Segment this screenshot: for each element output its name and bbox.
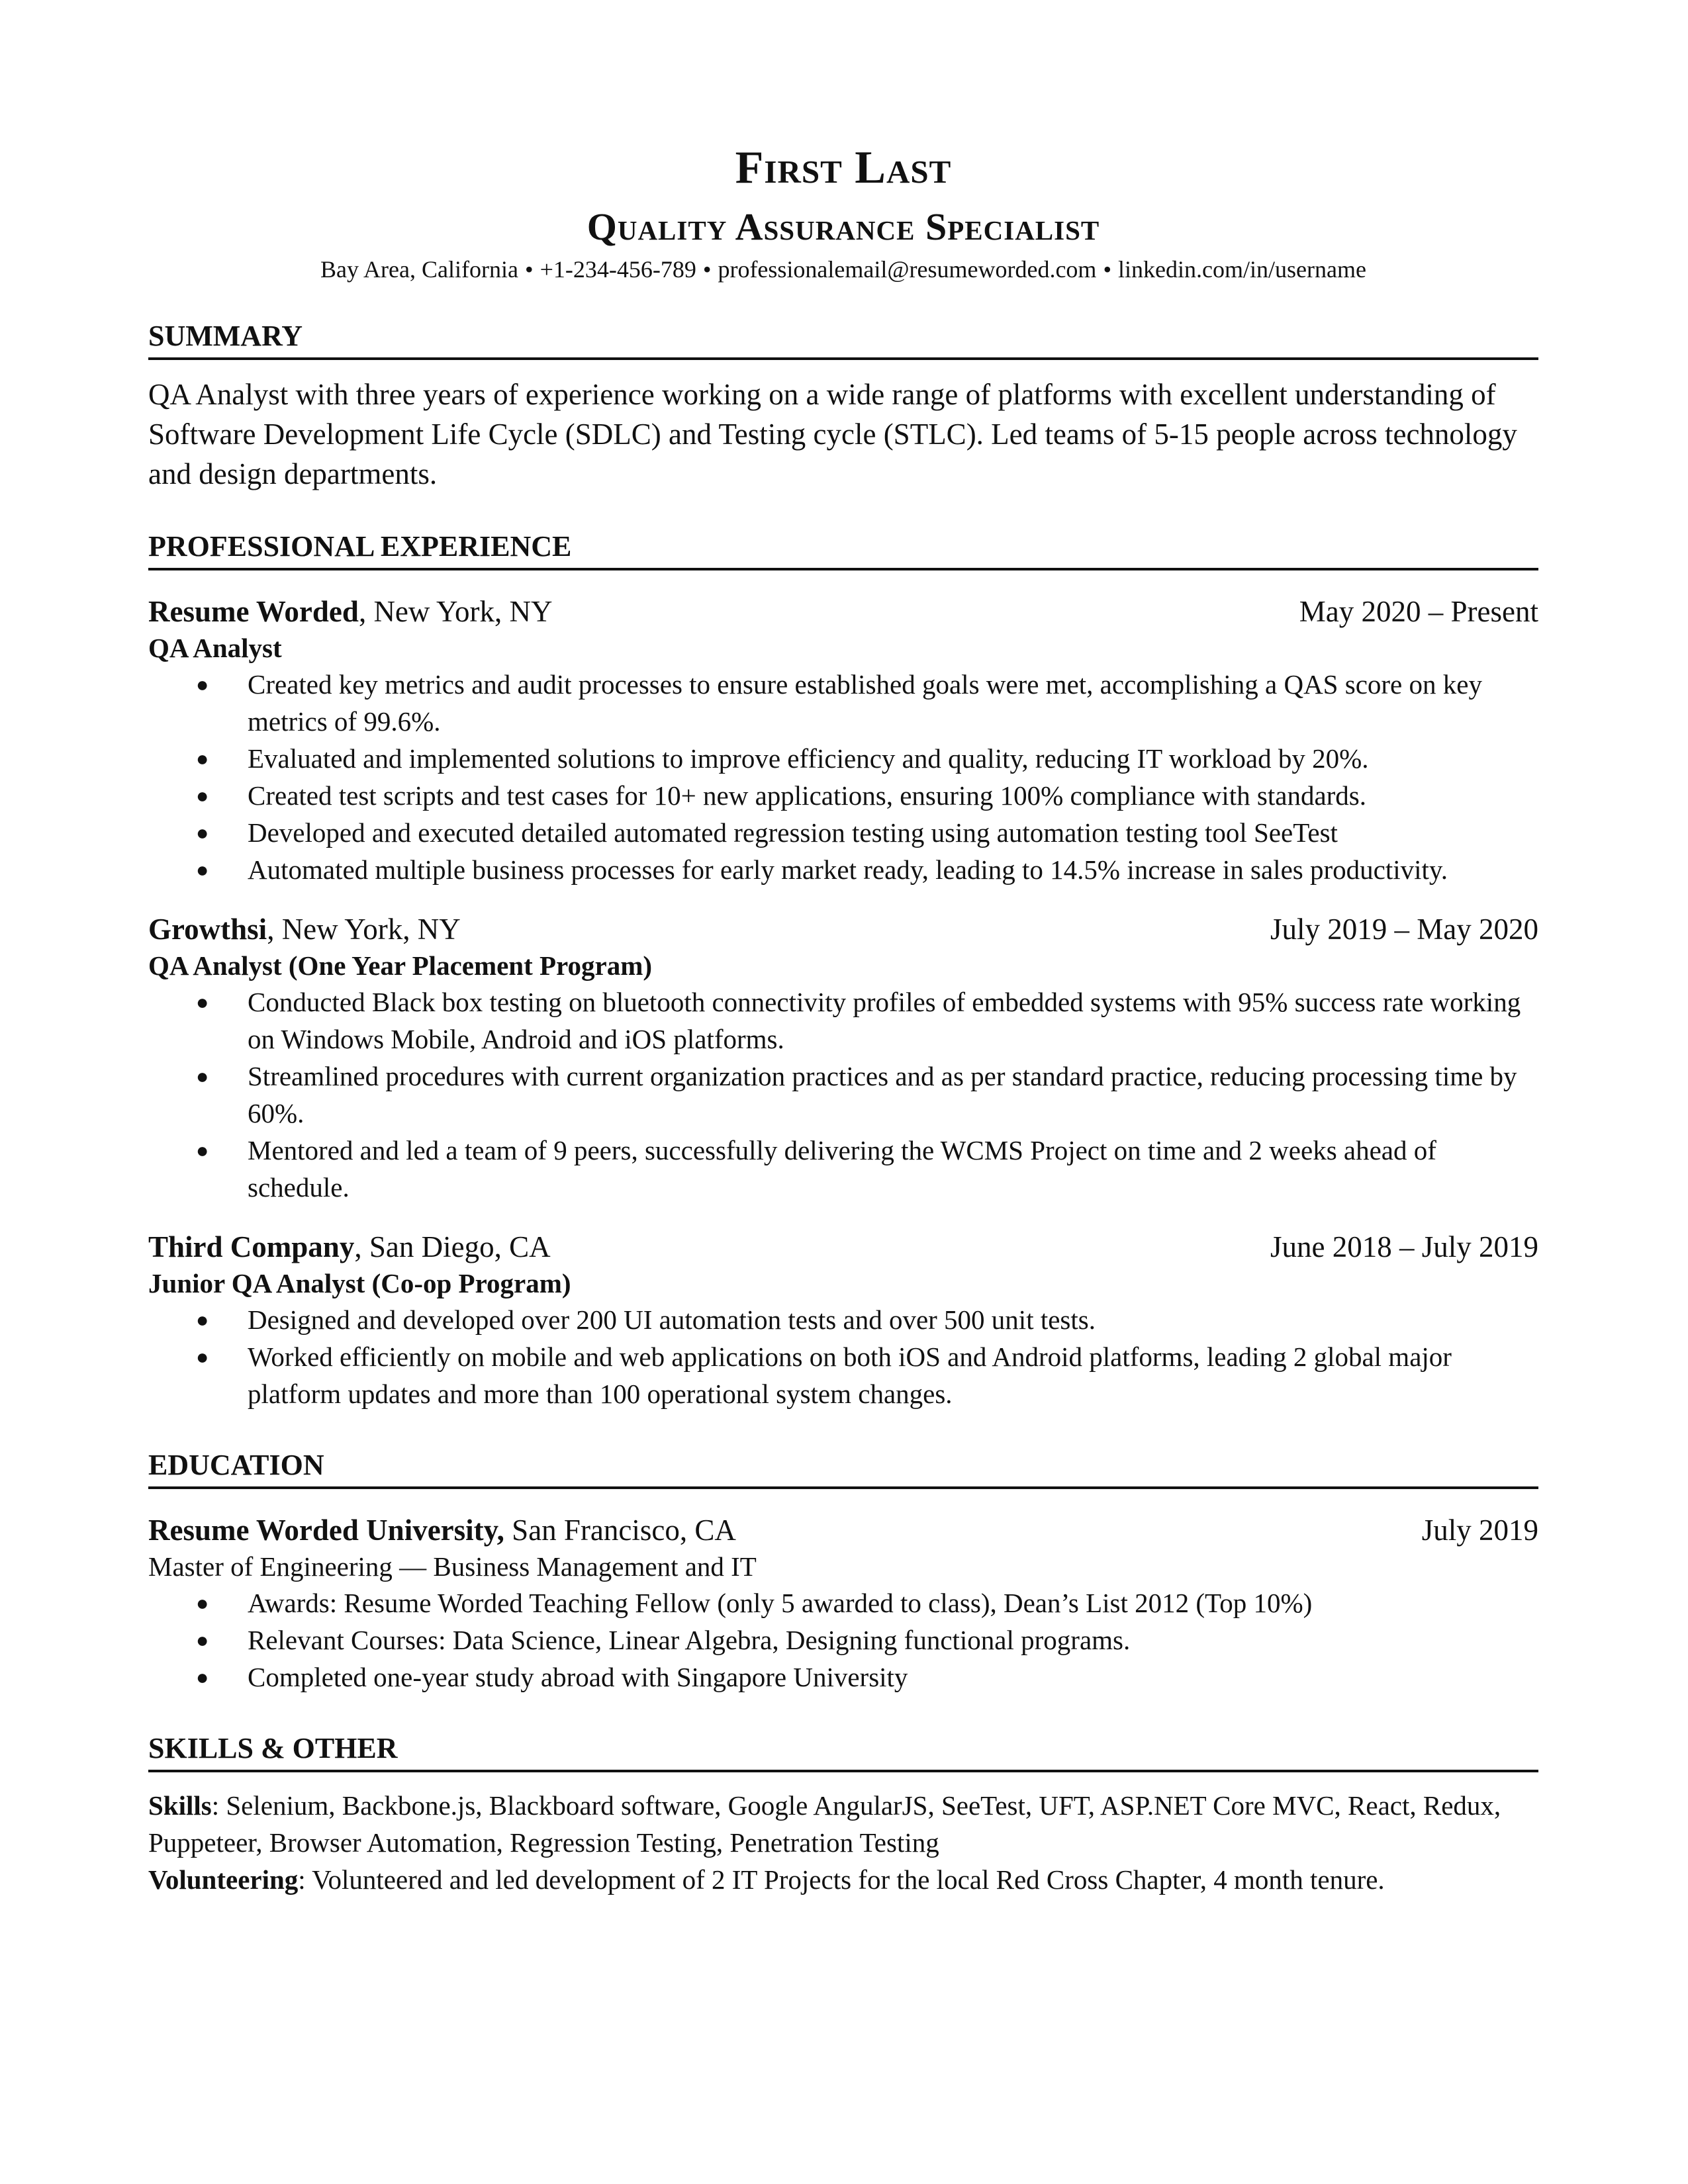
bullet-text: Developed and executed detailed automated regression testing using automation testing tool SeeTest bbox=[248, 817, 1338, 848]
job-header bbox=[148, 911, 1538, 948]
company-name: Resume Worded bbox=[148, 595, 359, 628]
contact-separator: • bbox=[524, 256, 534, 283]
job-title: QA Analyst bbox=[148, 633, 282, 663]
bullet-text: Designed and developed over 200 UI automation tests and over 500 unit tests. bbox=[248, 1304, 1096, 1335]
job-header bbox=[148, 1228, 1538, 1265]
contact-separator: • bbox=[702, 256, 712, 283]
bullet-item bbox=[148, 814, 1538, 851]
experience-section bbox=[148, 529, 1538, 1412]
skills-block bbox=[148, 1787, 1538, 1898]
education-date: July 2019 bbox=[1421, 1514, 1538, 1547]
bullet-text: Created test scripts and test cases for 10+ new applications, ensuring 100% compliance with standards. bbox=[248, 780, 1367, 811]
company-location: , New York, NY bbox=[267, 913, 461, 946]
company-location: , San Diego, CA bbox=[354, 1230, 551, 1263]
section-title-skills: SKILLS & OTHER bbox=[148, 1731, 1538, 1772]
bullet-text: Created key metrics and audit processes to ensure established goals were met, accomplishing a QAS score on key metrics of 99.6%. bbox=[248, 669, 1482, 737]
contact-email[interactable]: professionalemail@resumeworded.com bbox=[718, 256, 1097, 283]
volunteering-text: : Volunteered and led development of 2 IT Projects for the local Red Cross Chapter, 4 month tenure. bbox=[298, 1864, 1385, 1895]
resume-header bbox=[148, 140, 1538, 283]
bullet-item bbox=[148, 740, 1538, 777]
job-bullets bbox=[148, 1301, 1538, 1412]
bullet-text: Mentored and led a team of 9 peers, successfully delivering the WCMS Project on time and 2 weeks ahead of schedule. bbox=[248, 1135, 1436, 1203]
section-title-experience: PROFESSIONAL EXPERIENCE bbox=[148, 529, 1538, 570]
bullet-dot: ● bbox=[196, 1345, 209, 1369]
contact-line bbox=[148, 255, 1538, 283]
bullet-text: Automated multiple business processes for early market ready, leading to 14.5% increase in sales productivity. bbox=[248, 854, 1448, 885]
job-header bbox=[148, 593, 1538, 630]
bullet-item bbox=[148, 983, 1538, 1058]
bullet-text: Streamlined procedures with current organization practices and as per standard practice, reducing processing time by 60%. bbox=[248, 1061, 1517, 1128]
bullet-dot: ● bbox=[196, 1628, 209, 1652]
bullet-item bbox=[148, 1301, 1538, 1338]
bullet-item bbox=[148, 666, 1538, 740]
job-dates: July 2019 – May 2020 bbox=[1270, 913, 1538, 946]
skills-label: Skills bbox=[148, 1790, 212, 1821]
bullet-dot: ● bbox=[196, 990, 209, 1014]
bullet-dot: ● bbox=[196, 1064, 209, 1088]
company-location: , New York, NY bbox=[358, 595, 553, 628]
bullet-item bbox=[148, 1621, 1538, 1659]
education-entry bbox=[148, 1512, 1538, 1696]
bullet-text: Completed one-year study abroad with Singapore University bbox=[248, 1662, 908, 1692]
volunteering-label: Volunteering bbox=[148, 1864, 299, 1895]
bullet-item bbox=[148, 1584, 1538, 1621]
volunteering-line bbox=[148, 1861, 1538, 1898]
bullet-item bbox=[148, 1338, 1538, 1412]
bullet-dot: ● bbox=[196, 784, 209, 807]
contact-linkedin[interactable]: linkedin.com/in/username bbox=[1118, 256, 1366, 283]
education-section bbox=[148, 1448, 1538, 1696]
bullet-item bbox=[148, 851, 1538, 888]
bullet-text: Awards: Resume Worded Teaching Fellow (only 5 awarded to class), Dean’s List 2012 (Top 10%) bbox=[248, 1588, 1313, 1618]
bullet-text: Worked efficiently on mobile and web applications on both iOS and Android platforms, leading 2 global major platform updates and more than 100 operational system changes. bbox=[248, 1342, 1452, 1409]
summary-text: QA Analyst with three years of experience working on a wide range of platforms with excellent understanding of Software Development Life Cycle (SDLC) and Testing cycle (STLC). Led teams of 5-15 people across technology and design departments. bbox=[148, 378, 1517, 490]
resume-page bbox=[148, 132, 1538, 1898]
job-entry bbox=[148, 911, 1538, 1206]
company-name: Third Company bbox=[148, 1230, 355, 1263]
job-entry bbox=[148, 1228, 1538, 1412]
summary-section bbox=[148, 319, 1538, 494]
bullet-dot: ● bbox=[196, 1308, 209, 1332]
contact-location: Bay Area, California bbox=[320, 256, 518, 283]
job-title: QA Analyst (One Year Placement Program) bbox=[148, 950, 653, 981]
job-entry bbox=[148, 593, 1538, 888]
education-header bbox=[148, 1512, 1538, 1549]
job-bullets bbox=[148, 666, 1538, 888]
candidate-name: First Last bbox=[735, 142, 952, 193]
bullet-item bbox=[148, 1659, 1538, 1696]
bullet-dot: ● bbox=[196, 1138, 209, 1162]
bullet-dot: ● bbox=[196, 672, 209, 696]
job-dates: June 2018 – July 2019 bbox=[1270, 1230, 1538, 1263]
candidate-role: Quality Assurance Specialist bbox=[586, 205, 1100, 248]
school-location: San Francisco, CA bbox=[504, 1514, 736, 1547]
bullet-dot: ● bbox=[196, 747, 209, 770]
degree: Master of Engineering — Business Management and IT bbox=[148, 1551, 757, 1582]
section-title-summary: SUMMARY bbox=[148, 319, 1538, 360]
bullet-item bbox=[148, 1058, 1538, 1132]
skills-line bbox=[148, 1787, 1538, 1861]
section-title-education: EDUCATION bbox=[148, 1448, 1538, 1489]
contact-phone: +1-234-456-789 bbox=[539, 256, 696, 283]
job-bullets bbox=[148, 983, 1538, 1206]
bullet-text: Evaluated and implemented solutions to improve efficiency and quality, reducing IT workload by 20%. bbox=[248, 743, 1369, 774]
job-title: Junior QA Analyst (Co-op Program) bbox=[148, 1268, 571, 1298]
contact-separator: • bbox=[1103, 256, 1112, 283]
skills-text: : Selenium, Backbone.js, Blackboard software, Google AngularJS, SeeTest, UFT, ASP.NET Core MVC, React, Redux, Puppeteer, Browser Automation, Regression Testing, Penetration Testing bbox=[148, 1790, 1501, 1858]
job-dates: May 2020 – Present bbox=[1299, 595, 1538, 628]
bullet-text: Relevant Courses: Data Science, Linear Algebra, Designing functional programs. bbox=[248, 1625, 1131, 1655]
school-name: Resume Worded University, bbox=[148, 1514, 504, 1547]
bullet-dot: ● bbox=[196, 858, 209, 882]
company-name: Growthsi bbox=[148, 913, 267, 946]
bullet-dot: ● bbox=[196, 1591, 209, 1615]
bullet-item bbox=[148, 1132, 1538, 1206]
bullet-text: Conducted Black box testing on bluetooth connectivity profiles of embedded systems with 95% success rate working on Windows Mobile, Android and iOS platforms. bbox=[248, 987, 1521, 1054]
skills-section bbox=[148, 1731, 1538, 1898]
bullet-dot: ● bbox=[196, 1665, 209, 1689]
bullet-item bbox=[148, 777, 1538, 814]
education-bullets bbox=[148, 1584, 1538, 1696]
bullet-dot: ● bbox=[196, 821, 209, 844]
